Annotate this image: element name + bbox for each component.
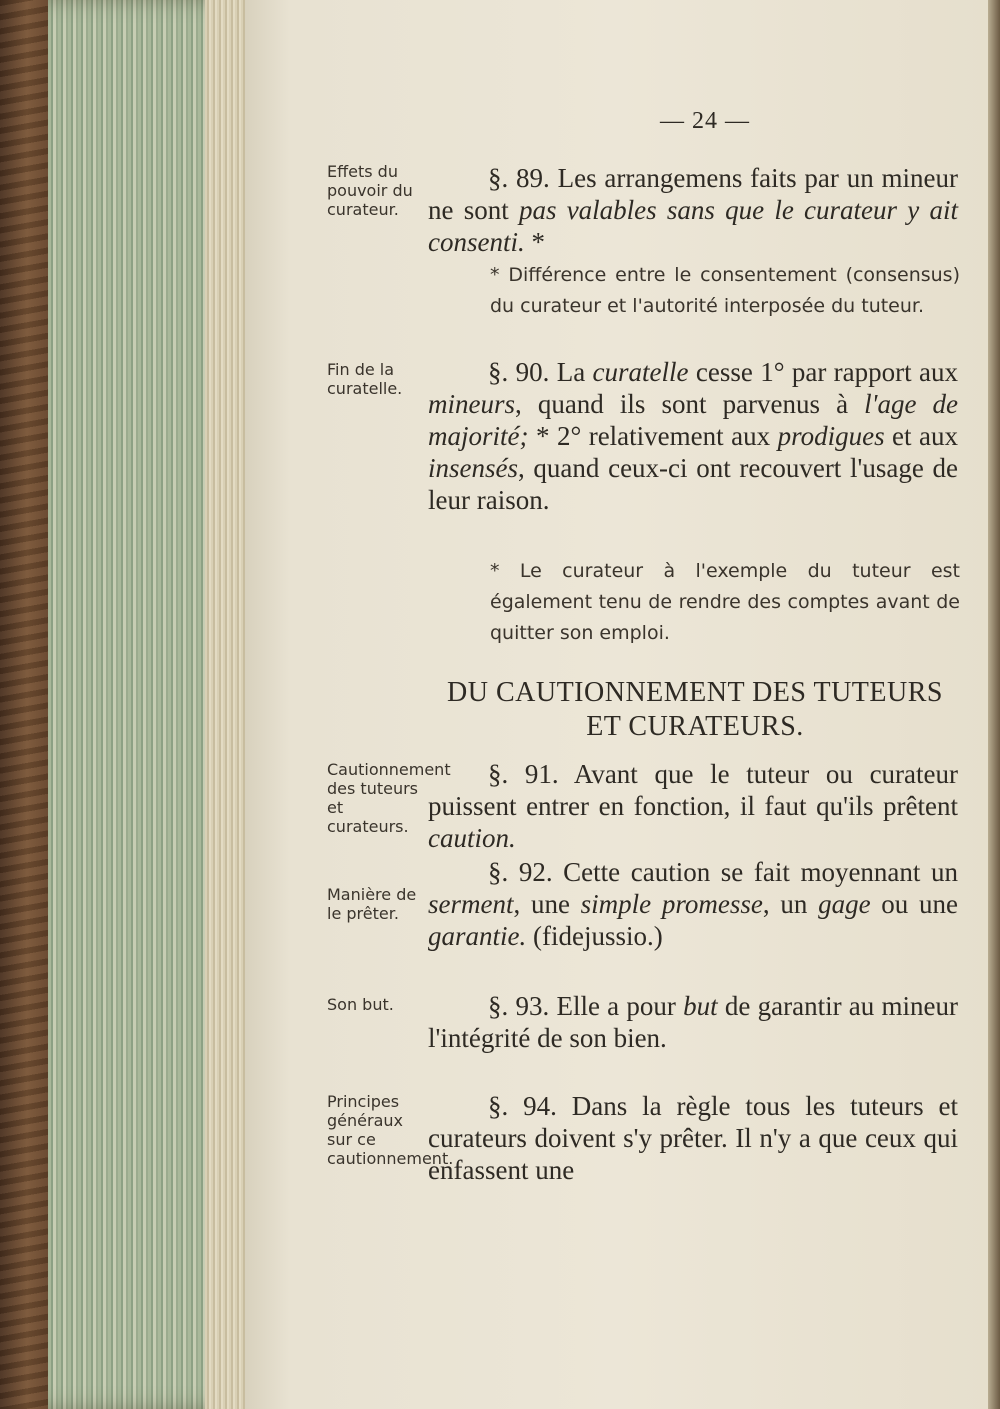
section-heading: DU CAUTIONNEMENT DES TUTEURS ET CURATEURS. [447,677,943,742]
page-stack-inner [205,0,250,1409]
paragraph-89: §. 89. Les arrangemens faits par un mineur ne sont pas valables sans que le curateur y ait consenti. * [428,163,958,257]
page-right-edge [988,0,1000,1409]
paragraph-92: §. 92. Cette caution se fait moyennant un serment, une simple promesse, un gage ou une garantie. (fidejussio.) [428,857,959,951]
margin-note-93: Son but. [327,995,394,1014]
margin-note-90: Fin de la curatelle. [327,360,403,398]
page-number: — 24 — [660,108,750,134]
margin-note-89: Effets du pouvoir du curateur. [327,162,413,219]
paragraph-90: §. 90. La curatelle cesse 1° par rapport aux mineurs, quand ils sont parvenus à l'age de majorité; * 2° relativement aux prodigues et aux insensés, quand ceux-ci ont recouvert l'usage de leur raison. [428,357,958,515]
footnote-89: * Différence entre le consentement (consensus) du curateur et l'autorité interposée du tuteur. [490,264,960,317]
margin-note-94: Principes généraux sur ce cautionnement. [327,1092,454,1168]
paragraph-94: §. 94. Dans la règle tous les tuteurs et curateurs doivent s'y prêter. Il n'y a que ceux qui enfassent une [428,1091,958,1185]
footnote-90: * Le curateur à l'exemple du tuteur est également tenu de rendre des comptes avant de quitter son emploi. [490,560,960,644]
paragraph-93: §. 93. Elle a pour but de garantir au mineur l'intégrité de son bien. [428,991,958,1053]
margin-note-92: Manière de le prêter. [327,885,417,923]
paragraph-91: §. 91. Avant que le tuteur ou curateur puissent entrer en fonction, il faut qu'ils prêtent caution. [428,759,958,853]
book-page [245,0,990,1409]
margin-note-91: Cautionnement des tuteurs et curateurs. [327,760,451,836]
